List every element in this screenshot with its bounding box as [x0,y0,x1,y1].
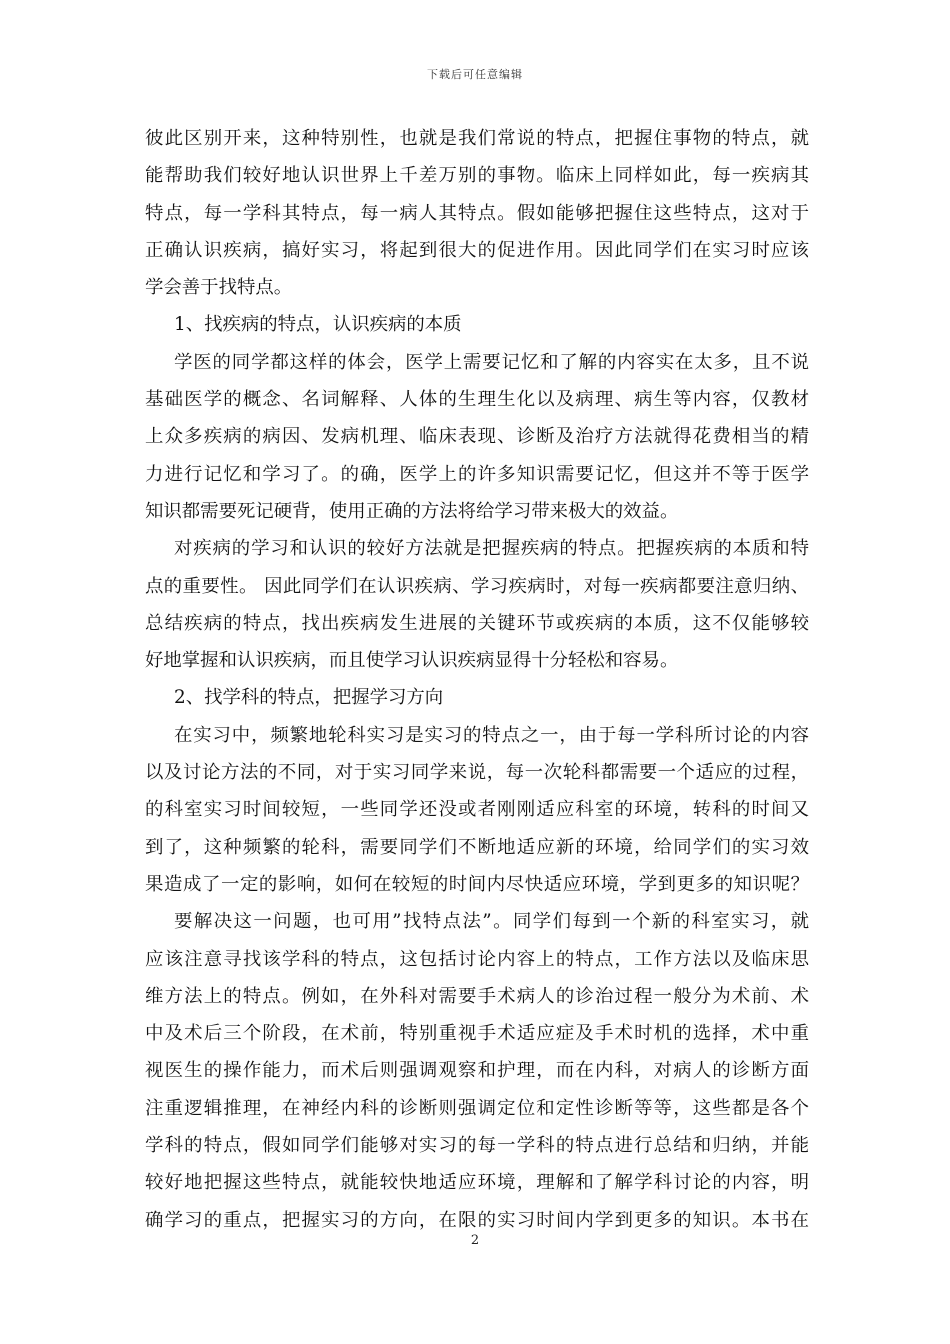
section-heading: 2、找学科的特点，把握学习方向 [174,687,444,709]
body-line: 在实习中，频繁地轮科实习是实习的特点之一，由于每一学科所讨论的内容 [174,724,809,746]
body-line: 好地掌握和认识疾病，而且使学习认识疾病显得十分轻松和容易。 [145,650,679,672]
body-line: 学会善于找特点。 [145,277,293,299]
page-header: 下载后可任意编辑 [427,68,523,81]
body-line: 对疾病的学习和认识的较好方法就是把握疾病的特点。把握疾病的本质和特 [174,538,809,560]
page-number: 2 [470,1233,480,1248]
body-line: 以及讨论方法的不同，对于实习同学来说，每一次轮科都需要一个适应的过程， [145,762,809,784]
body-line: 中及术后三个阶段，在术前，特别重视手术适应症及手术时机的选择，术中重 [145,1023,809,1045]
body-line: 视医生的操作能力，而术后则强调观察和护理，而在内科，对病人的诊断方面 [145,1060,809,1082]
body-line: 到了，这种频繁的轮科，需要同学们不断地适应新的环境，给同学们的实习效 [145,836,809,858]
body-line: 确学习的重点，把握实习的方向，在限的实习时间内学到更多的知识。本书在 [145,1209,809,1231]
section-heading: 1、找疾病的特点，认识疾病的本质 [174,314,462,336]
document-body [145,120,809,1239]
body-line: 知识都需要死记硬背，使用正确的方法将给学习带来极大的效益。 [145,500,679,522]
body-line: 总结疾病的特点，找出疾病发生进展的关键环节或疾病的本质，这不仅能够较 [145,612,809,634]
body-line: 的科室实习时间较短，一些同学还没或者刚刚适应科室的环境，转科的时间又 [145,799,809,821]
body-line: 上众多疾病的病因、发病机理、临床表现、诊断及治疗方法就得花费相当的精 [145,426,809,448]
body-line: 注重逻辑推理，在神经内科的诊断则强调定位和定性诊断等等，这些都是各个 [145,1097,809,1119]
body-line: 维方法上的特点。例如，在外科对需要手术病人的诊治过程一般分为术前、术 [145,985,809,1007]
body-line: 基础医学的概念、名词解释、人体的生理生化以及病理、病生等内容，仅教材 [145,389,809,411]
body-line: 应该注意寻找该学科的特点，这包括讨论内容上的特点，工作方法以及临床思 [145,948,809,970]
body-line: 点的重要性。 因此同学们在认识疾病、学习疾病时，对每一疾病都要注意归纳、 [145,575,809,597]
body-line: 学医的同学都这样的体会，医学上需要记忆和了解的内容实在太多，且不说 [174,351,809,373]
body-line: 较好地把握这些特点，就能较快地适应环境，理解和了解学科讨论的内容，明 [145,1172,809,1194]
body-line: 特点，每一学科其特点，每一病人其特点。假如能够把握住这些特点，这对于 [145,202,809,224]
body-line: 彼此区别开来，这种特别性，也就是我们常说的特点，把握住事物的特点，就 [145,128,809,149]
body-line: 学科的特点，假如同学们能够对实习的每一学科的特点进行总结和归纳，并能 [145,1135,809,1157]
body-line: 果造成了一定的影响，如何在较短的时间内尽快适应环境，学到更多的知识呢？ [145,873,809,895]
body-line: 正确认识疾病，搞好实习，将起到很大的促进作用。因此同学们在实习时应该 [145,239,809,261]
body-line: 要解决这一问题，也可用”找特点法”。同学们每到一个新的科室实习，就 [174,911,809,933]
body-line: 力进行记忆和学习了。的确，医学上的许多知识需要记忆，但这并不等于医学 [145,463,809,485]
body-line: 能帮助我们较好地认识世界上千差万别的事物。临床上同样如此，每一疾病其 [145,165,809,187]
